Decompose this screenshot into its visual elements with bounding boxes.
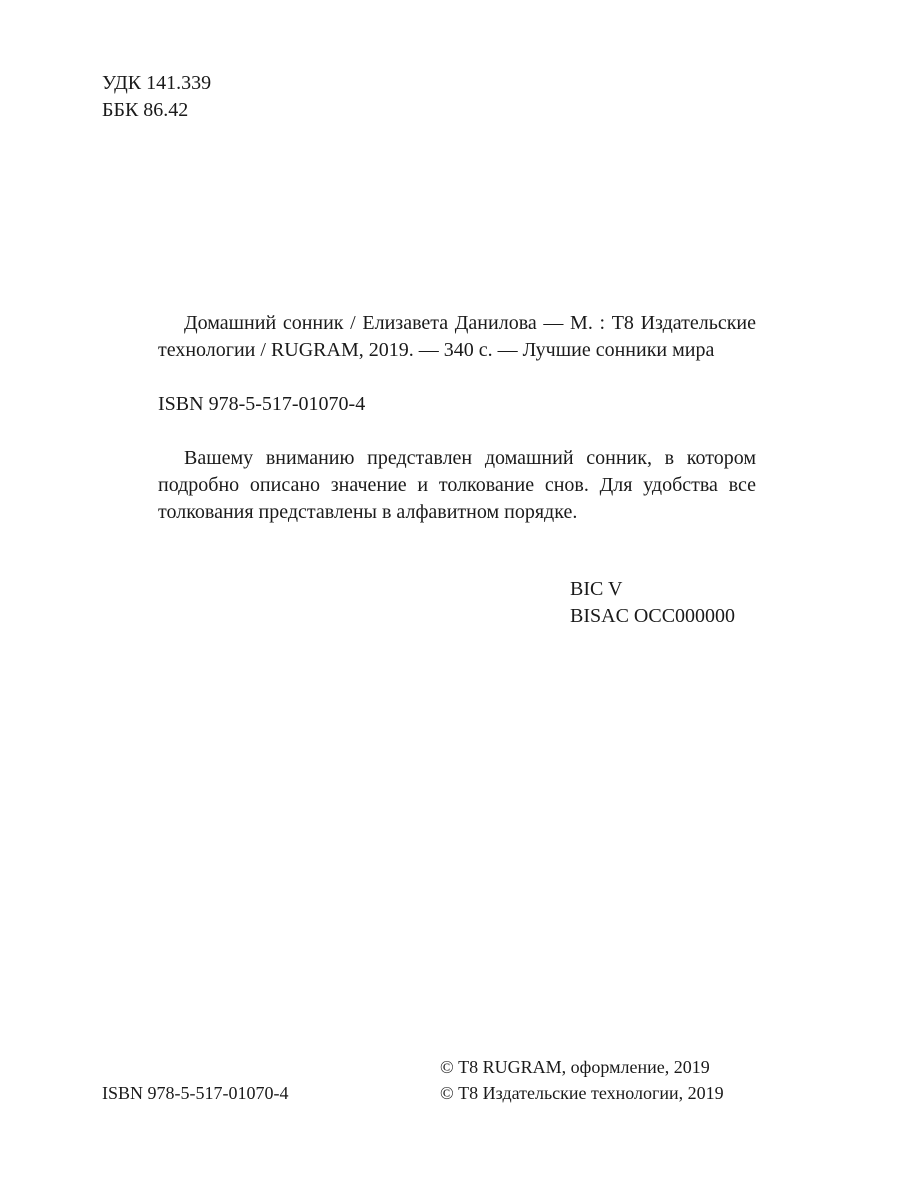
copyright-block <box>440 1054 724 1106</box>
classification-block <box>102 70 211 124</box>
bibliographic-entry: Домашний сонник / Елизавета Данилова — М. : Т8 Издательские технологии / RUGRAM, 2019. — 340 с. — Лучшие сонники мира <box>158 312 756 361</box>
isbn-main: ISBN 978-5-517-01070-4 <box>158 393 366 415</box>
bic-code: BIC V <box>570 578 623 600</box>
footer-isbn: ISBN 978-5-517-01070-4 <box>102 1083 289 1103</box>
copyright-design: © Т8 RUGRAM, оформление, 2019 <box>440 1057 710 1077</box>
subject-codes-block <box>570 576 735 630</box>
copyright-publisher: © Т8 Издательские технологии, 2019 <box>440 1083 724 1103</box>
annotation: Вашему вниманию представлен домашний сонник, в котором подробно описано значение и толкование снов. Для удобства все толкования представлены в алфавитном порядке. <box>158 447 756 523</box>
bibliographic-block <box>158 310 756 546</box>
udk-code: УДК 141.339 <box>102 72 212 94</box>
bisac-code: BISAC OCC000000 <box>570 605 736 627</box>
bbk-code: ББК 86.42 <box>102 99 189 121</box>
